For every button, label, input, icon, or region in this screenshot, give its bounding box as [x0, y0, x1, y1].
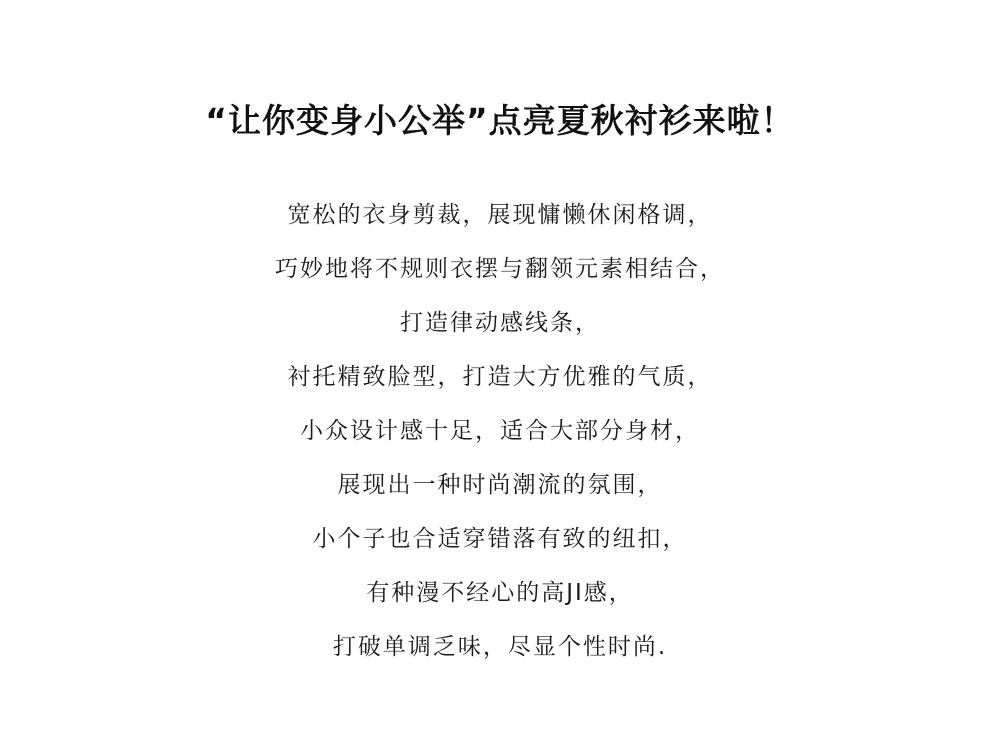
description-text-block — [0, 188, 1000, 674]
description-line: 小个子也合适穿错落有致的纽扣， — [312, 526, 688, 552]
description-line: 衬托精致脸型，打造大方优雅的气质， — [287, 364, 713, 390]
description-line: 展现出一种时尚潮流的氛围， — [337, 472, 663, 498]
description-line: 有种漫不经心的高JI感， — [366, 580, 634, 606]
description-line: 打破单调乏味，尽显个性时尚. — [332, 634, 668, 660]
description-line: 打造律动感线条， — [400, 310, 600, 336]
description-line: 巧妙地将不规则衣摆与翻领元素相结合， — [275, 256, 725, 282]
description-line: 小众设计感十足，适合大部分身材， — [300, 418, 700, 444]
page-title: “让你变身小公举”点亮夏秋衬衫来啦！ — [205, 101, 795, 141]
description-line: 宽松的衣身剪裁，展现慵懒休闲格调， — [287, 202, 713, 228]
